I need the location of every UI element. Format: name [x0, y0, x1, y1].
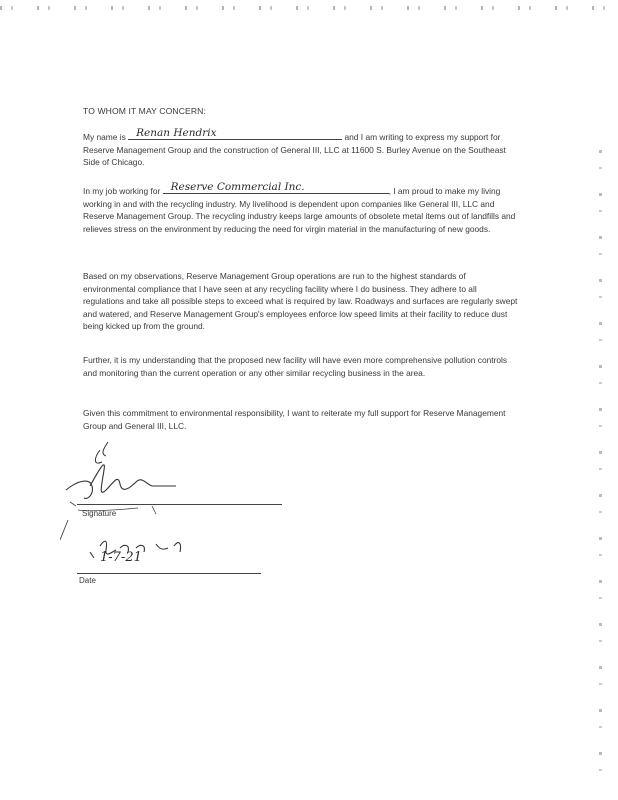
scan-artifact-right — [599, 150, 602, 790]
intro-prefix: My name is — [83, 132, 126, 142]
date-label: Date — [79, 576, 96, 585]
name-field — [128, 129, 342, 140]
intro-suffix: and I am writing to express my support for Reserve Management Group and the construction of General III, LLC at 11600 S. Burley Avenue on the Southeast Side of Chicago. — [83, 132, 506, 168]
paragraph-employment — [83, 183, 519, 235]
paragraph-intro — [83, 129, 519, 169]
paragraph-observations: Based on my observations, Reserve Management Group operations are run to the highest standards of environmental compliance that I have seen at any recycling facility where I do business. They adhere to all regulations and take all possible steps to exceed what is required by law. Roadways and surfaces are regularly swept and watered, and Reserve Management Group's employees enforce low speed limits at their facility to reduce dust being kicked up from the ground. — [83, 271, 518, 332]
paragraph-commitment: Given this commitment to environmental responsibility, I want to reiterate my full support for Reserve Management Group and General III, LLC. — [83, 408, 506, 431]
scan-artifact-top — [0, 6, 618, 10]
company-handwritten: Reserve Commercial Inc. — [170, 181, 305, 194]
company-field — [163, 183, 389, 194]
signature-block — [60, 440, 300, 595]
salutation: TO WHOM IT MAY CONCERN: — [83, 106, 206, 116]
employment-suffix: , I am proud to make my living working in and with the recycling industry. My livelihood is dependent upon companies like General III, LLC and Reserve Management Group. The recycling industry keeps large amounts of obsolete metal items out of landfills and relieves stress on the environment by reducing the need for virgin material in the manufacturing of new goods. — [83, 186, 516, 234]
name-handwritten: Renan Hendrix — [136, 127, 217, 140]
signature-line — [77, 504, 282, 505]
signature-label: Signature — [82, 509, 117, 518]
paragraph-understanding: Further, it is my understanding that the proposed new facility will have even more comprehensive pollution controls and monitoring than the current operation or any other similar recycling business in the area. — [83, 355, 508, 378]
date-handwritten: 1-7-21 — [100, 550, 142, 565]
employment-prefix: In my job working for — [83, 186, 161, 196]
date-line — [77, 573, 261, 574]
